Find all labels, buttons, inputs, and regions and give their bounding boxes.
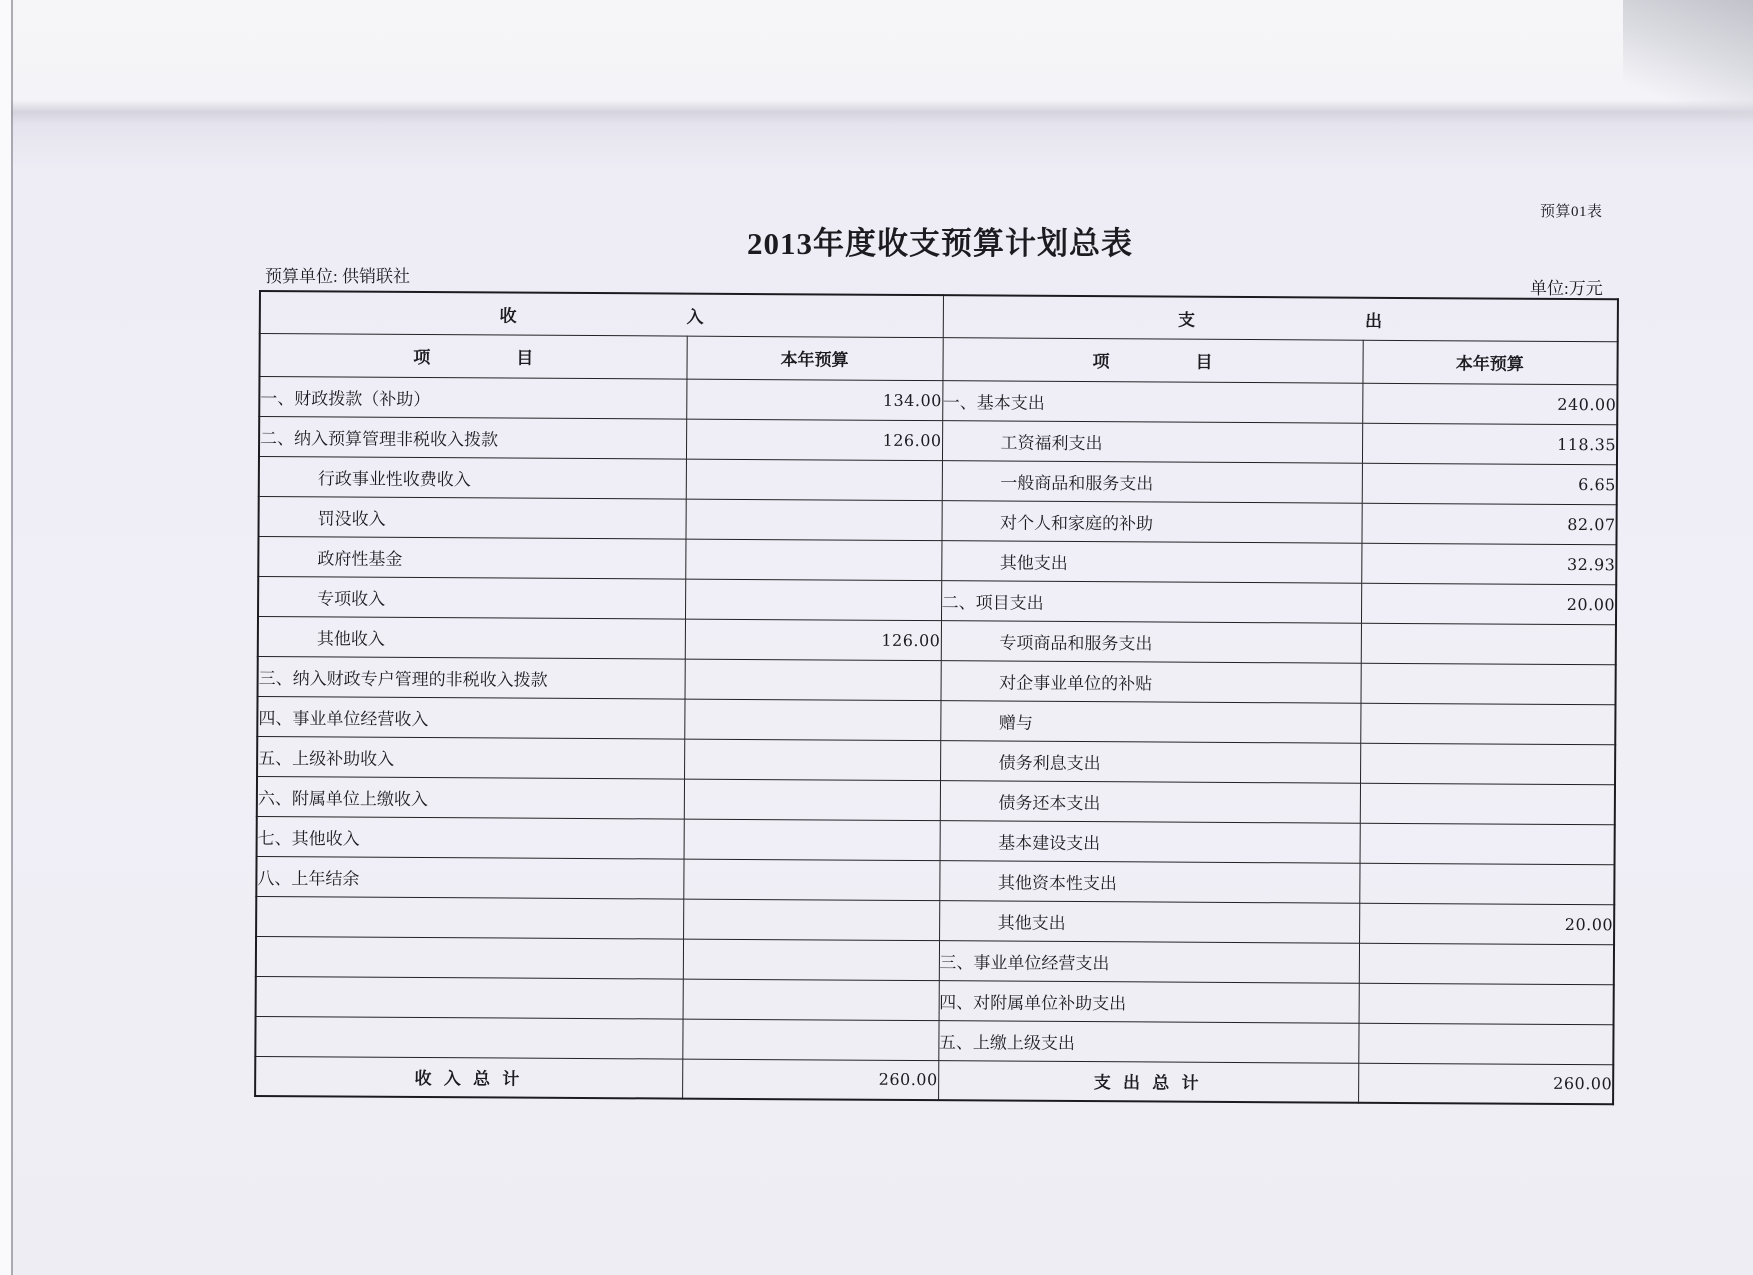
expense-item: 五、上缴上级支出 bbox=[938, 1020, 1358, 1063]
income-amount bbox=[682, 1019, 938, 1061]
item-header-char: 项 bbox=[1092, 352, 1110, 372]
income-header-char: 收 bbox=[499, 306, 517, 326]
income-amount-column-header: 本年预算 bbox=[686, 336, 942, 381]
income-amount: 126.00 bbox=[685, 619, 941, 661]
expense-amount bbox=[1359, 943, 1614, 985]
expense-amount bbox=[1358, 1023, 1613, 1065]
scan-left-margin bbox=[0, 0, 11, 1275]
expense-header-char: 出 bbox=[1365, 311, 1383, 331]
income-section-header bbox=[260, 291, 943, 337]
income-header-char: 入 bbox=[686, 307, 704, 327]
paper-fold-shadow bbox=[1623, 0, 1753, 118]
expense-amount: 118.35 bbox=[1362, 423, 1617, 465]
income-amount bbox=[686, 459, 942, 501]
scan-edge-line bbox=[11, 0, 13, 1275]
expense-item: 一般商品和服务支出 bbox=[942, 460, 1362, 503]
income-amount bbox=[683, 979, 939, 1021]
income-amount: 134.00 bbox=[686, 379, 942, 421]
expense-item: 债务还本支出 bbox=[940, 780, 1360, 823]
expense-total-amount: 260.00 bbox=[1358, 1063, 1613, 1105]
expense-amount bbox=[1359, 983, 1614, 1025]
expense-item: 赠与 bbox=[940, 700, 1360, 743]
expense-amount: 20.00 bbox=[1361, 583, 1616, 625]
expense-amount: 32.93 bbox=[1361, 543, 1616, 585]
expense-item-column-header bbox=[942, 337, 1362, 383]
item-header-char: 目 bbox=[516, 348, 534, 368]
expense-amount bbox=[1360, 783, 1615, 825]
income-item bbox=[256, 896, 683, 939]
expense-item: 一、基本支出 bbox=[942, 380, 1362, 423]
expense-item: 二、项目支出 bbox=[941, 580, 1361, 623]
expense-item: 对企事业单位的补贴 bbox=[941, 660, 1361, 703]
expense-amount: 6.65 bbox=[1362, 463, 1617, 505]
income-item: 罚没收入 bbox=[258, 496, 685, 539]
income-item: 一、财政拨款（补助） bbox=[259, 376, 686, 419]
income-amount bbox=[683, 899, 939, 941]
expense-amount bbox=[1360, 823, 1615, 865]
expense-amount bbox=[1360, 743, 1615, 785]
income-amount bbox=[685, 579, 941, 621]
income-amount bbox=[684, 779, 940, 821]
expense-item: 其他资本性支出 bbox=[939, 860, 1359, 903]
expense-amount bbox=[1360, 663, 1615, 705]
expense-header-char: 支 bbox=[1178, 310, 1196, 330]
income-amount bbox=[684, 819, 940, 861]
income-amount bbox=[684, 699, 940, 741]
income-item: 七、其他收入 bbox=[257, 816, 684, 859]
item-header-char: 目 bbox=[1195, 352, 1213, 372]
expense-amount: 82.07 bbox=[1361, 503, 1616, 545]
income-amount: 126.00 bbox=[686, 419, 942, 461]
document-title: 2013年度收支预算计划总表 bbox=[747, 226, 1133, 261]
budget-unit-label: 预算单位: 供销联社 bbox=[265, 267, 410, 286]
income-item: 三、纳入财政专户管理的非税收入拨款 bbox=[258, 656, 685, 699]
income-amount bbox=[683, 939, 939, 981]
expense-section-header bbox=[943, 295, 1618, 341]
income-item: 四、事业单位经营收入 bbox=[257, 696, 684, 739]
expense-amount bbox=[1360, 703, 1615, 745]
income-amount bbox=[684, 739, 940, 781]
form-code: 预算01表 bbox=[1540, 204, 1603, 220]
income-item: 专项收入 bbox=[258, 576, 685, 619]
income-item bbox=[255, 1016, 682, 1059]
budget-table bbox=[254, 290, 1619, 1105]
expense-item: 对个人和家庭的补助 bbox=[941, 500, 1361, 543]
item-header-char: 项 bbox=[413, 347, 431, 368]
expense-item: 专项商品和服务支出 bbox=[941, 620, 1361, 663]
amount-unit-label: 单位:万元 bbox=[1530, 279, 1603, 298]
income-item: 行政事业性收费收入 bbox=[259, 456, 686, 499]
income-item: 政府性基金 bbox=[258, 536, 685, 579]
income-total-amount: 260.00 bbox=[682, 1059, 938, 1101]
income-amount bbox=[685, 659, 941, 701]
expense-item: 四、对附属单位补助支出 bbox=[939, 980, 1359, 1023]
expense-item: 三、事业单位经营支出 bbox=[939, 940, 1359, 983]
expense-total-label: 支 出 总 计 bbox=[938, 1060, 1358, 1103]
expense-amount bbox=[1359, 863, 1614, 905]
expense-amount: 20.00 bbox=[1359, 903, 1614, 945]
income-amount bbox=[683, 859, 939, 901]
income-item: 六、附属单位上缴收入 bbox=[257, 776, 684, 819]
expense-item: 工资福利支出 bbox=[942, 420, 1362, 463]
income-item bbox=[256, 936, 683, 979]
income-total-label: 收 入 总 计 bbox=[255, 1056, 682, 1099]
income-item: 八、上年结余 bbox=[256, 856, 683, 899]
total-row bbox=[255, 1056, 1613, 1104]
expense-amount-column-header: 本年预算 bbox=[1362, 340, 1617, 385]
income-item: 五、上级补助收入 bbox=[257, 736, 684, 779]
expense-item: 其他支出 bbox=[941, 540, 1361, 583]
expense-amount bbox=[1361, 623, 1616, 665]
expense-item: 其他支出 bbox=[939, 900, 1359, 943]
income-amount bbox=[685, 539, 941, 581]
income-amount bbox=[685, 499, 941, 541]
expense-item: 债务利息支出 bbox=[940, 740, 1360, 783]
income-item-column-header bbox=[259, 333, 686, 379]
income-item: 二、纳入预算管理非税收入拨款 bbox=[259, 416, 686, 459]
expense-item: 基本建设支出 bbox=[940, 820, 1360, 863]
income-item: 其他收入 bbox=[258, 616, 685, 659]
income-item bbox=[256, 976, 683, 1019]
expense-amount: 240.00 bbox=[1362, 383, 1617, 425]
